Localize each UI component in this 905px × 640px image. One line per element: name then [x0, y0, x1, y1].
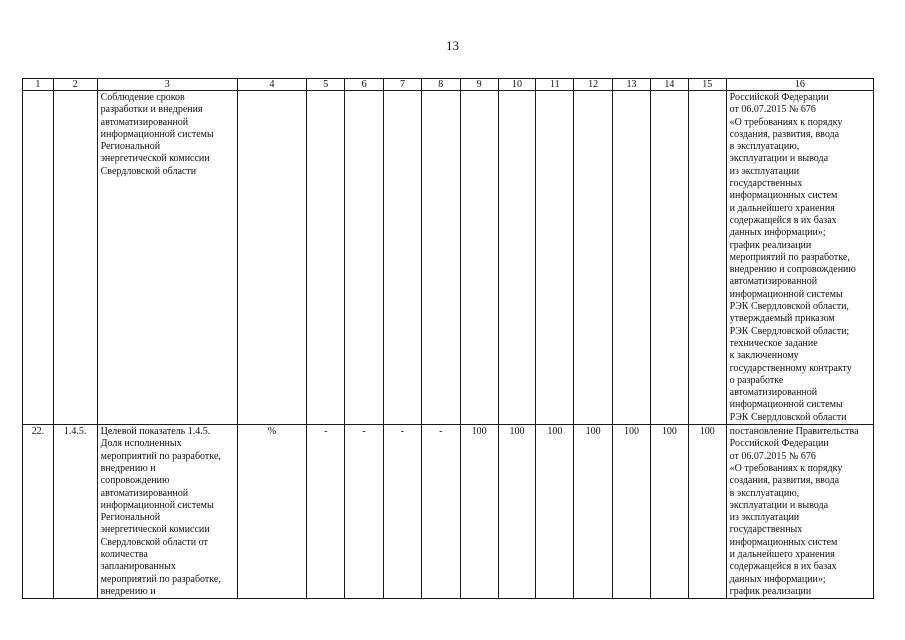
value-cell — [421, 91, 460, 425]
value-cell — [384, 91, 422, 425]
column-header: 10 — [498, 79, 536, 91]
column-header: 7 — [384, 79, 422, 91]
value-cell — [498, 91, 536, 425]
value-cell: 100 — [613, 425, 651, 599]
table-header-row — [23, 79, 874, 91]
column-header: 9 — [460, 79, 498, 91]
indicator-name-cell: Соблюдение сроков разработки и внедрения автоматизированной информационной системы Региональной энергетической комиссии Свердловской области — [97, 91, 237, 425]
column-header: 11 — [536, 79, 574, 91]
column-header: 1 — [23, 79, 54, 91]
value-cell — [460, 91, 498, 425]
value-cell: 100 — [650, 425, 688, 599]
value-cell — [536, 91, 574, 425]
row-number-cell — [23, 91, 54, 425]
value-cell: - — [384, 425, 422, 599]
value-cell: 100 — [498, 425, 536, 599]
value-cell — [345, 91, 384, 425]
column-header: 8 — [421, 79, 460, 91]
value-cell — [688, 91, 726, 425]
column-header: 2 — [53, 79, 97, 91]
value-cell: - — [421, 425, 460, 599]
value-cell: 100 — [574, 425, 613, 599]
source-cell: Российской Федерации от 06.07.2015 № 676 «О требованиях к порядку создания, развития, ввода в эксплуатацию, эксплуатации и вывода из эксплуатации государственных информационных систем и дальнейшего хранения содержащейся в их базах данных информации»; график реализации мероприятий по разработке, внедрению и сопровождению автоматизированной информационной системы РЭК Свердловской области, утверждаемый приказом РЭК Свердловской области; техническое задание к заключенному государственному контракту о разработке автоматизированной информационной системы РЭК Свердловской области — [726, 91, 873, 425]
value-cell — [574, 91, 613, 425]
unit-cell: % — [237, 425, 307, 599]
column-header: 5 — [307, 79, 345, 91]
value-cell — [307, 91, 345, 425]
code-cell — [53, 91, 97, 425]
column-header: 3 — [97, 79, 237, 91]
row-number-cell: 22. — [23, 425, 54, 599]
targets-table — [22, 78, 874, 599]
value-cell: 100 — [688, 425, 726, 599]
value-cell: - — [345, 425, 384, 599]
table-row — [23, 91, 874, 425]
column-header: 14 — [650, 79, 688, 91]
column-header: 4 — [237, 79, 307, 91]
indicator-name-cell: Целевой показатель 1.4.5. Доля исполненных мероприятий по разработке, внедрению и сопровождению автоматизированной информационной системы Региональной энергетической комиссии Свердловской области от количества запланированных мероприятий по разработке, внедрению и — [97, 425, 237, 599]
page-number: 13 — [446, 38, 459, 53]
value-cell — [613, 91, 651, 425]
unit-cell — [237, 91, 307, 425]
column-header: 15 — [688, 79, 726, 91]
column-header: 12 — [574, 79, 613, 91]
value-cell: 100 — [460, 425, 498, 599]
value-cell — [650, 91, 688, 425]
column-header: 6 — [345, 79, 384, 91]
column-header: 13 — [613, 79, 651, 91]
value-cell: - — [307, 425, 345, 599]
code-cell: 1.4.5. — [53, 425, 97, 599]
column-header: 16 — [726, 79, 873, 91]
table-row — [23, 425, 874, 599]
source-cell: постановление Правительства Российской Федерации от 06.07.2015 № 676 «О требованиях к порядку создания, развития, ввода в эксплуатацию, эксплуатации и вывода из эксплуатации государственных информационных систем и дальнейшего хранения содержащейся в их базах данных информации»; график реализации — [726, 425, 873, 599]
value-cell: 100 — [536, 425, 574, 599]
